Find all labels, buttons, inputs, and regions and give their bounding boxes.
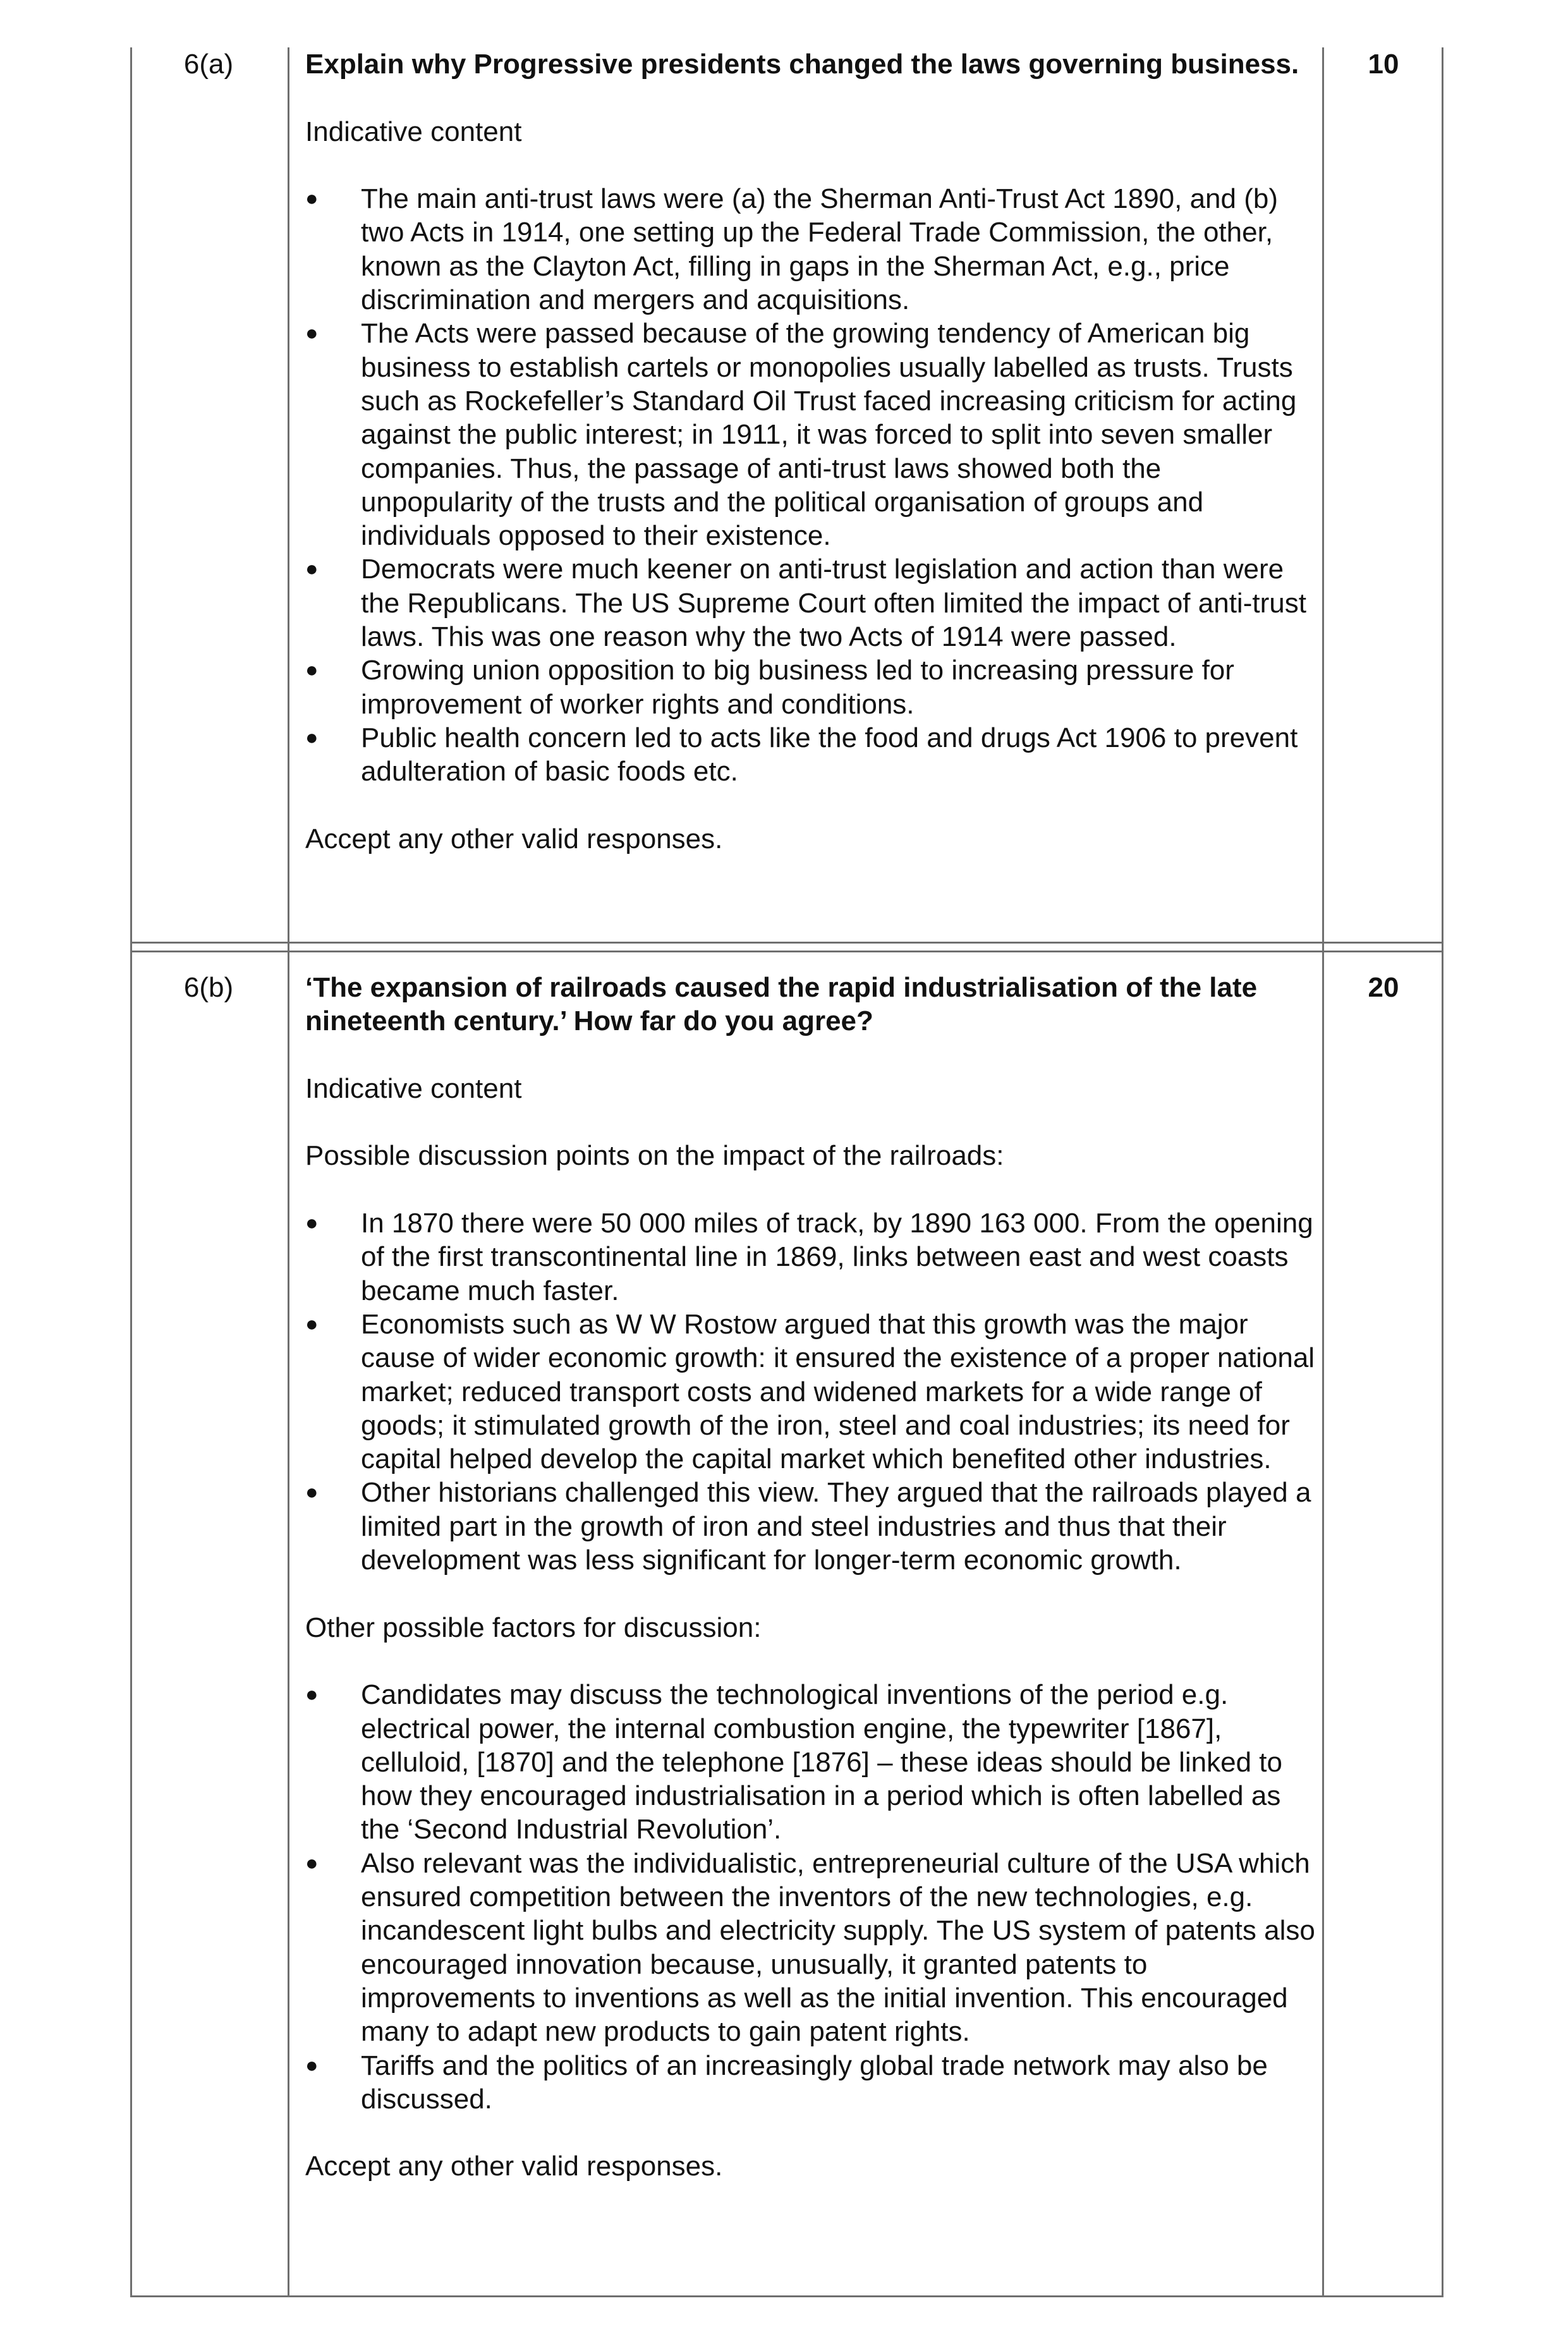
bullet-icon: ● (305, 1211, 319, 1236)
bullet-icon: ● (305, 658, 319, 683)
bullet-list (305, 1206, 1316, 1577)
list-item (305, 1206, 1316, 1308)
question-text: ‘The expansion of railroads caused the rapid industrialisation of the late nineteenth century.’ How far do you agree? (305, 972, 1258, 1037)
closing-note: Accept any other valid responses. (305, 2151, 723, 2182)
list-item (305, 1678, 1316, 1846)
bullet-text: The Acts were passed because of the growing tendency of American big business to establish cartels or monopolies usually labelled as trusts. Trusts such as Rockefeller’s Standard Oil Trust faced increasing criticism for acting against the public interest; in 1911, it was forced to split into seven smaller companies. Thus, the passage of anti-trust laws showed both the unpopularity of the trusts and the political organisation of groups and individuals opposed to their existence. (361, 318, 1297, 552)
bullet-icon: ● (305, 1682, 319, 1707)
question-marks: 20 (1368, 972, 1399, 1003)
row-separator-bottom (130, 951, 1443, 952)
indicative-content-heading: Indicative content (305, 1072, 522, 1104)
bullet-text: The main anti-trust laws were (a) the Sherman Anti-Trust Act 1890, and (b) two Acts in 1914, one setting up the Federal Trade Commission, the other, known as the Clayton Act, filling in gaps in the Sherman Act, e.g., price discrimination and mergers and acquisitions. (361, 183, 1278, 316)
list-item (305, 721, 1316, 789)
list-item (305, 2049, 1316, 2117)
bullet-icon: ● (305, 557, 319, 581)
question-6b-content (305, 971, 1316, 2184)
table-border-left (130, 47, 132, 2297)
table-border-bottom (130, 2295, 1443, 2297)
indicative-content-heading: Indicative content (305, 116, 522, 147)
bullet-text: Other historians challenged this view. They argued that the railroads played a limited part in the growth of iron and steel industries and thus that their development was less significant for longer-term economic growth. (361, 1477, 1311, 1576)
bullet-text: Also relevant was the individualistic, entrepreneurial culture of the USA which ensured competition between the inventors of the new technologies, e.g. incandescent light bulbs and electricity supply. The US system of patents also encouraged innovation because, unusually, it granted patents to improvements to inventions as well as the initial invention. This encouraged many to adapt new products to gain patent rights. (361, 1847, 1315, 2048)
bullet-list (305, 182, 1316, 788)
discussion-intro: Possible discussion points on the impact of the railroads: (305, 1140, 1004, 1172)
bullet-icon: ● (305, 1480, 319, 1505)
bullet-text: Public health concern led to acts like the food and drugs Act 1906 to prevent adulteration of basic foods etc. (361, 722, 1298, 787)
table-divider-marks (1322, 47, 1324, 2297)
bullet-icon: ● (305, 725, 319, 750)
row-separator-top (130, 942, 1443, 944)
list-item (305, 552, 1316, 653)
question-marks: 10 (1368, 49, 1399, 80)
question-6a-content (305, 47, 1316, 856)
list-item (305, 1476, 1316, 1577)
bullet-text: Economists such as W W Rostow argued that this growth was the major cause of wider economic growth: it ensured the existence of a proper national market; reduced transport costs and widened markets for a wide range of goods; it stimulated growth of the iron, steel and coal industries; its need for capital helped develop the capital market which benefited other industries. (361, 1308, 1315, 1475)
discussion-intro: Other possible factors for discussion: (305, 1612, 762, 1643)
table-border-right (1442, 47, 1443, 2297)
bullet-list (305, 1678, 1316, 2116)
question-number: 6(a) (183, 49, 234, 80)
bullet-icon: ● (305, 1311, 319, 1336)
list-item (305, 182, 1316, 317)
list-item (305, 317, 1316, 552)
bullet-text: Democrats were much keener on anti-trust legislation and action than were the Republicans. The US Supreme Court often limited the impact of anti-trust laws. This was one reason why the two Acts of 1914 were passed. (361, 554, 1306, 653)
bullet-text: Growing union opposition to big business led to increasing pressure for improvement of worker rights and conditions. (361, 655, 1234, 720)
question-number: 6(b) (183, 972, 234, 1003)
bullet-icon: ● (305, 321, 319, 346)
bullet-icon: ● (305, 2053, 319, 2077)
bullet-text: Candidates may discuss the technological inventions of the period e.g. electrical power, the internal combustion engine, the typewriter [1867], celluloid, [1870] and the telephone [1876] – these ideas should be linked to how they encouraged industrialisation in a period which is often labelled as the ‘Second Industrial Revolution’. (361, 1679, 1282, 1845)
list-item (305, 1847, 1316, 2049)
bullet-icon: ● (305, 186, 319, 211)
list-item (305, 1308, 1316, 1476)
table-divider-question (288, 47, 289, 2297)
bullet-text: In 1870 there were 50 000 miles of track, by 1890 163 000. From the opening of the first transcontinental line in 1869, links between east and west coasts became much faster. (361, 1208, 1313, 1306)
bullet-text: Tariffs and the politics of an increasingly global trade network may also be discussed. (361, 2050, 1268, 2115)
closing-note: Accept any other valid responses. (305, 823, 723, 854)
question-text: Explain why Progressive presidents changed the laws governing business. (305, 49, 1299, 80)
list-item (305, 653, 1316, 721)
bullet-icon: ● (305, 1850, 319, 1875)
